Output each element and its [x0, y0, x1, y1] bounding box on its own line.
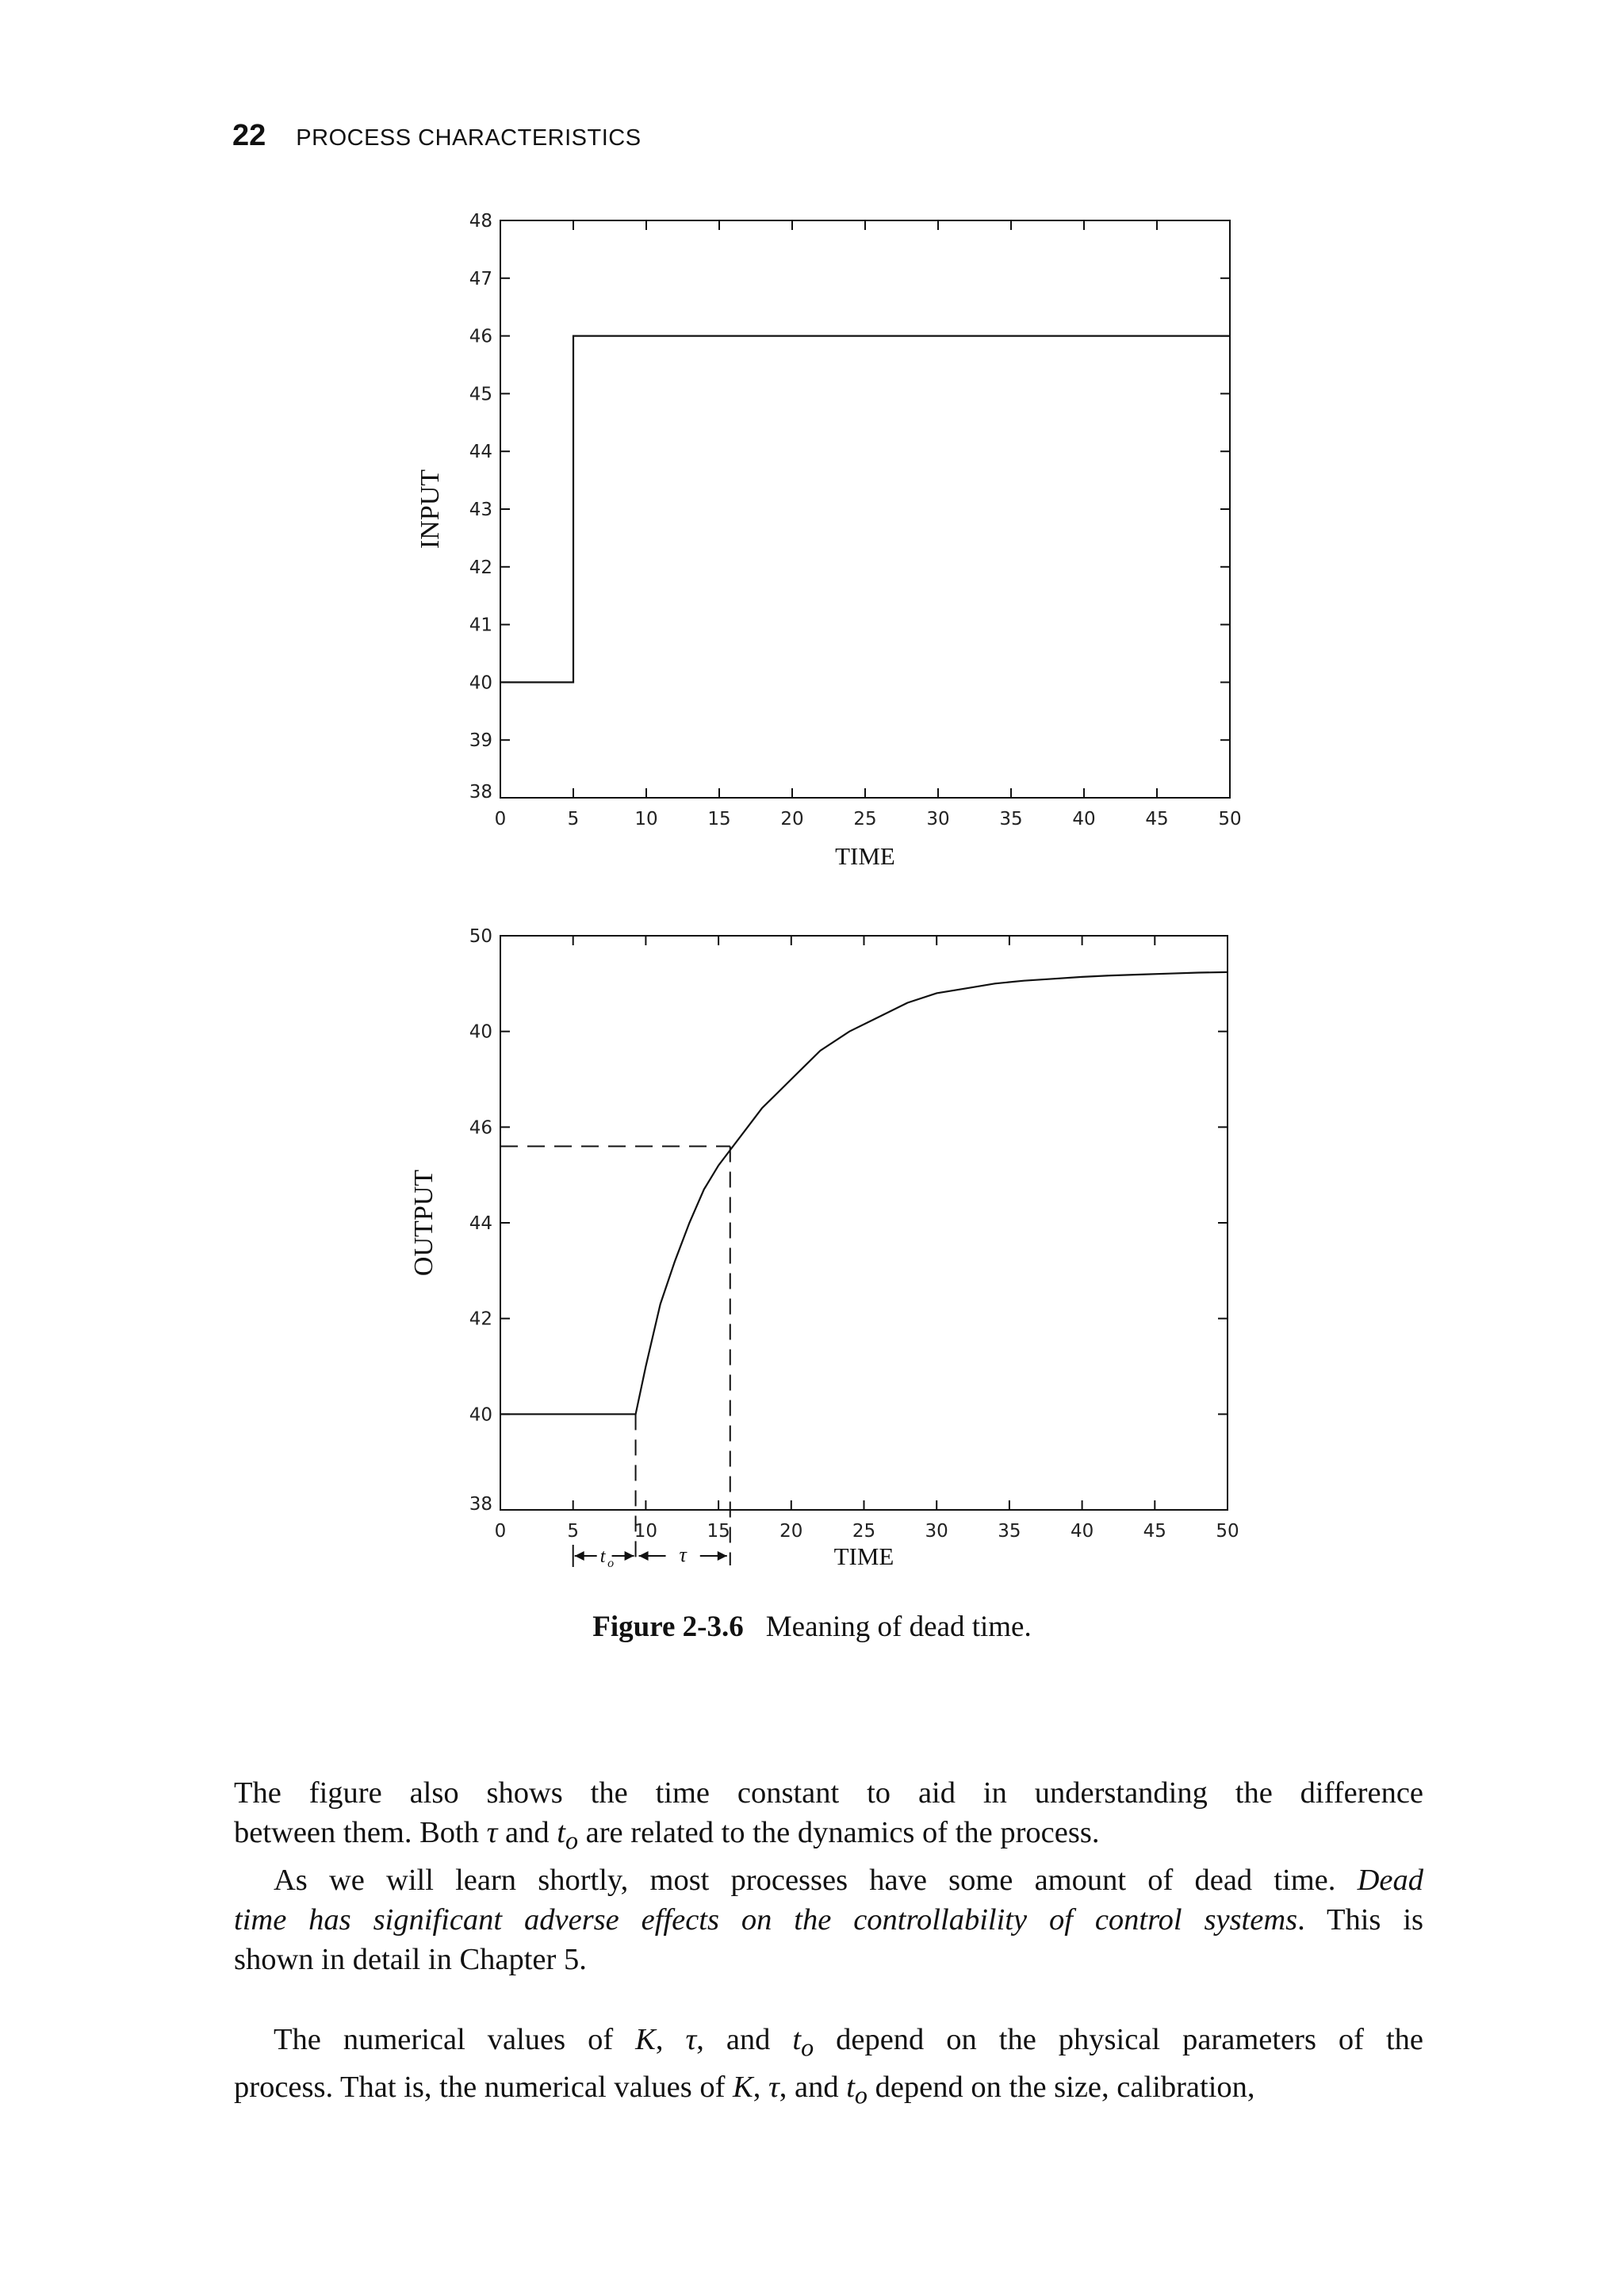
paragraph-3: [234, 2020, 1423, 2114]
body-text-2: [234, 2020, 1423, 2114]
y-tick-label: 50: [469, 926, 492, 947]
y-tick-label: 48: [469, 211, 492, 232]
chart-input: [416, 211, 1242, 870]
tau-symbol: τ: [486, 1816, 498, 1849]
x-tick-label: 5: [567, 809, 580, 829]
caption-label: Figure 2-3.6: [592, 1611, 744, 1643]
x-tick-label: 50: [1216, 1521, 1239, 1542]
plot-frame: [500, 936, 1228, 1510]
x-tick-label: 30: [926, 809, 950, 829]
dead-time-label: t: [599, 1546, 606, 1567]
text-line: process. That is, the numerical values of K, τ, and $t_o$ depend on the size, calibration,: [234, 2070, 1255, 2109]
text-line: between them. Both τ and $t_o$ are related to the dynamics of the process.: [234, 1816, 1100, 1855]
x-tick-label: 20: [780, 809, 804, 829]
y-tick-label: 38: [469, 782, 492, 803]
y-tick-label: 40: [469, 1404, 492, 1426]
dead-time-arrow-head: [575, 1551, 584, 1561]
x-tick-label: 40: [1070, 1521, 1094, 1542]
section-title: PROCESS CHARACTERISTICS: [296, 125, 642, 151]
x-tick-label: 5: [567, 1521, 580, 1542]
y-tick-label: 41: [469, 615, 492, 636]
dead-time-arrow-head: [625, 1551, 634, 1561]
text-line: The figure also shows the time constant to aid in understanding the difference: [234, 1776, 1423, 1810]
text-line: The numerical values of K, τ, and $t_o$ depend on the physical parameters of the: [274, 2023, 1424, 2062]
text-line: time has significant adverse effects on the controllability of control systems. This is: [234, 1902, 1423, 1937]
x-axis-label: TIME: [833, 1542, 894, 1570]
chart-output: [409, 926, 1239, 1570]
x-tick-label: 25: [852, 1521, 876, 1542]
paragraph-2: [234, 1860, 1423, 1979]
body-text: [234, 1773, 1423, 1979]
y-tick-label: 42: [469, 557, 492, 578]
x-tick-label: 30: [925, 1521, 948, 1542]
x-tick-label: 35: [998, 1521, 1021, 1542]
y-tick-label: 46: [469, 326, 492, 347]
y-tick-label: 45: [469, 384, 492, 405]
x-tick-label: 15: [707, 809, 731, 829]
dead-time-label-subscript: o: [607, 1557, 615, 1570]
figure-caption: [0, 1610, 1624, 1644]
time-constant-arrow-head: [639, 1551, 649, 1561]
x-tick-label: 50: [1218, 809, 1242, 829]
x-axis-label: TIME: [835, 842, 895, 870]
x-tick-label: 25: [853, 809, 877, 829]
series-line: [500, 972, 1228, 1414]
y-tick-label: 38: [469, 1494, 492, 1515]
x-tick-label: 45: [1145, 809, 1169, 829]
time-constant-arrow-head: [718, 1551, 727, 1561]
x-tick-label: 10: [634, 809, 658, 829]
y-tick-label: 39: [469, 730, 492, 752]
x-tick-label: 45: [1143, 1521, 1166, 1542]
y-tick-label: 43: [469, 500, 492, 520]
x-tick-label: 40: [1072, 809, 1096, 829]
x-tick-label: 35: [999, 809, 1023, 829]
y-tick-label: 44: [469, 1213, 492, 1234]
y-tick-label: 42: [469, 1308, 492, 1330]
x-tick-label: 10: [634, 1521, 658, 1542]
x-tick-label: 0: [494, 809, 507, 829]
series-line: [500, 336, 1230, 683]
y-tick-label: 40: [469, 672, 492, 694]
y-tick-label: 40: [469, 1021, 492, 1043]
caption-text: Meaning of dead time.: [765, 1611, 1032, 1643]
x-tick-label: 20: [779, 1521, 803, 1542]
text-line: shown in detail in Chapter 5.: [234, 1942, 587, 1976]
x-tick-label: 15: [707, 1521, 730, 1542]
y-tick-label: 46: [469, 1117, 492, 1139]
page-number: 22: [232, 119, 266, 152]
plot-frame: [500, 220, 1230, 798]
text-line: As we will learn shortly, most processes have some amount of dead time. Dead: [274, 1863, 1423, 1897]
time-constant-label: τ: [679, 1543, 687, 1566]
x-tick-label: 0: [494, 1521, 507, 1542]
t0-symbol: t: [557, 1816, 565, 1849]
y-tick-label: 47: [469, 268, 492, 289]
paragraph-1: [234, 1773, 1423, 1860]
y-tick-label: 44: [469, 442, 492, 463]
y-axis-label: OUTPUT: [409, 1169, 439, 1277]
y-axis-label: INPUT: [416, 469, 445, 550]
